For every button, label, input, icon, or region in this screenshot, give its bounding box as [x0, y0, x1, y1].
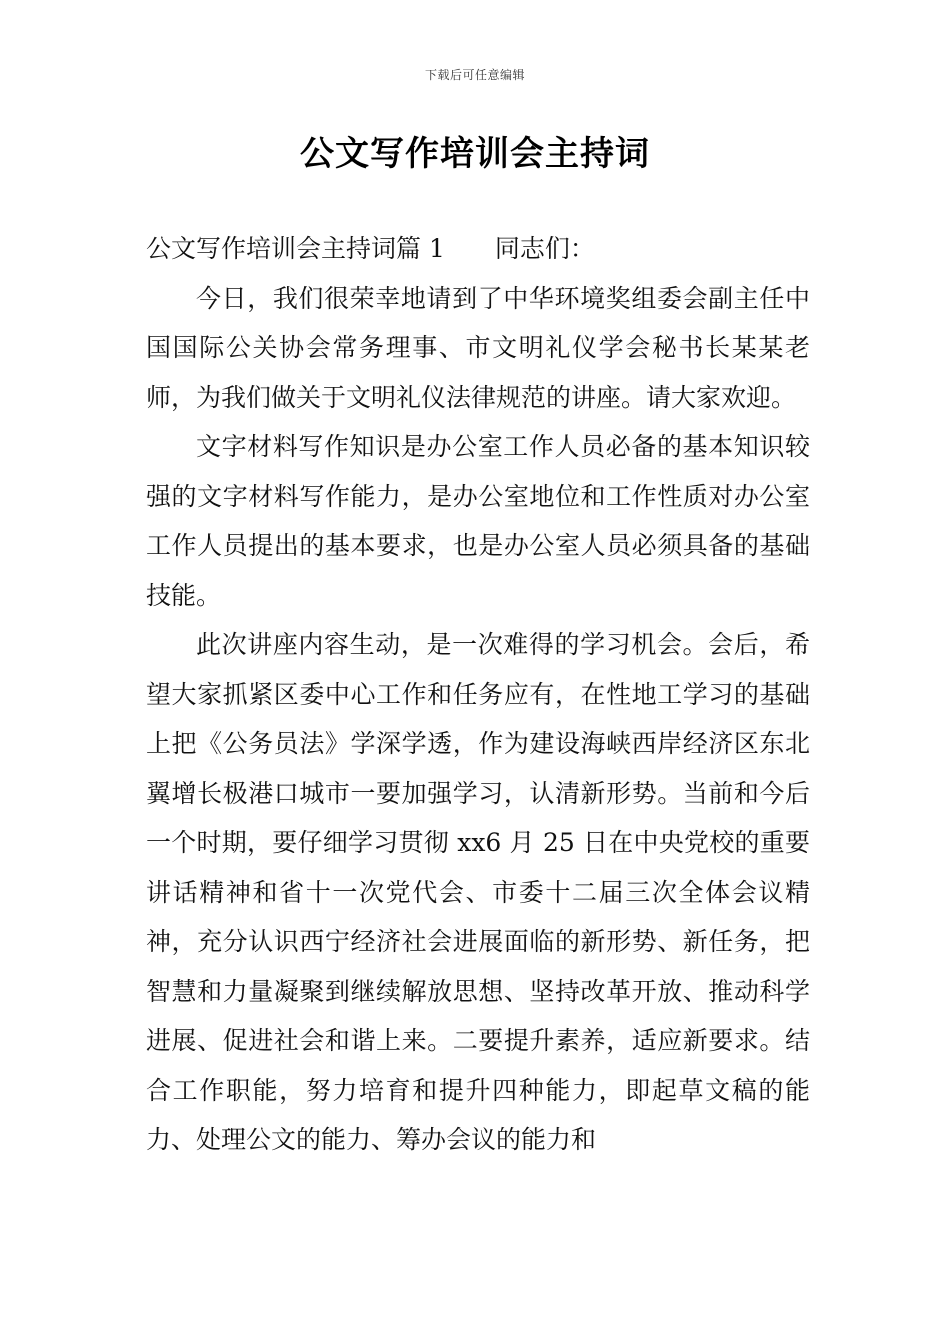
salutation: 同志们：	[494, 234, 595, 263]
header-note: 下载后可任意编辑	[424, 68, 525, 82]
paragraph-2: 文字材料写作知识是办公室工作人员必备的基本知识较强的文字材料写作能力，是办公室地位和工作性质对办公室工作人员提出的基本要求，也是办公室人员必须具备的基础技能。	[146, 432, 810, 610]
section-label: 公文写作培训会主持词篇 1	[146, 234, 445, 263]
document-title: 公文写作培训会主持词	[300, 134, 650, 174]
paragraph-3: 此次讲座内容生动，是一次难得的学习机会。会后，希望大家抓紧区委中心工作和任务应有，在性地工学习的基础上把《公务员法》学深学透，作为建设海峡西岸经济区东北翼增长极港口城市一要加强学习，认清新形势。当前和今后一个时期，要仔细学习贯彻 xx6 月 25 日在中央党校的重要讲话精神和省十一次党代会、市委十二届三次全体会议精神，充分认识西宁经济社会进展面临的新形势、新任务，把智慧和力量凝聚到继续解放思想、坚持改革开放、推动科学进展、促进社会和谐上来。二要提升素养，适应新要求。结合工作职能，努力培育和提升四种能力，即起草文稿的能力、处理公文的能力、筹办会议的能力和	[146, 630, 810, 1154]
document-body	[146, 224, 810, 1165]
intro-line	[146, 224, 810, 274]
paragraph-1: 今日，我们很荣幸地请到了中华环境奖组委会副主任中国国际公关协会常务理事、市文明礼仪学会秘书长某某老师，为我们做关于文明礼仪法律规范的讲座。请大家欢迎。	[146, 283, 810, 412]
